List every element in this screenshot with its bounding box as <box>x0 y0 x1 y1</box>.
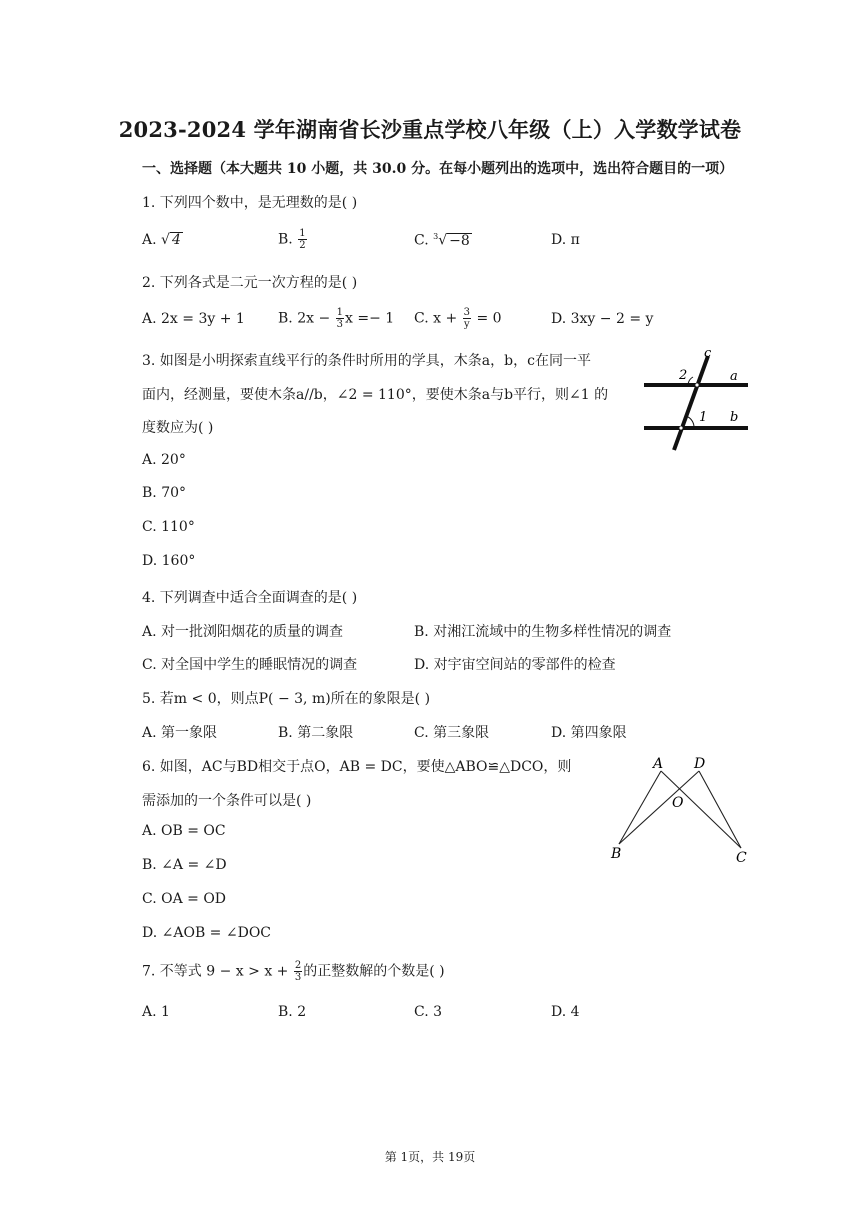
label-C: C <box>736 850 747 866</box>
sqrt-sign: √ <box>438 232 448 249</box>
question-3-line-2: 面内，经测量，要使木条a//b，∠2 = 110°，要使木条a与b平行，则∠1 的 <box>142 387 609 403</box>
question-5-option-b: B. 第二象限 <box>278 725 354 741</box>
question-4-stem: 4. 下列调查中适合全面调查的是( ) <box>142 590 358 606</box>
triangles-figure <box>605 752 755 867</box>
radicand: −8 <box>449 232 470 249</box>
label-angle-2: 2 <box>679 368 688 383</box>
pivot-a <box>695 383 698 386</box>
option-label: C. <box>414 232 434 249</box>
segment-db <box>619 771 699 844</box>
question-5-option-d: D. 第四象限 <box>551 725 627 741</box>
label-angle-1: 1 <box>699 410 708 425</box>
question-7-option-a: A. 1 <box>142 1004 170 1020</box>
question-3-line-3: 度数应为( ) <box>142 420 214 436</box>
question-2-option-b <box>278 307 394 330</box>
stem-end: 的正整数解的个数是( ) <box>303 963 445 980</box>
question-5-option-a: A. 第一象限 <box>142 725 218 741</box>
question-3-option-c: C. 110° <box>142 519 195 535</box>
question-1-option-a <box>142 232 183 248</box>
denominator: 2 <box>299 240 306 251</box>
pivot-b <box>679 426 682 429</box>
question-6-line-2: 需添加的一个条件可以是( ) <box>142 793 312 809</box>
expression-rest: x =− 1 <box>345 310 395 327</box>
question-7-option-b: B. 2 <box>278 1004 307 1020</box>
label-a: a <box>730 369 738 384</box>
label-B: B <box>611 846 622 862</box>
denominator: y <box>464 319 470 330</box>
label-O: O <box>672 795 684 811</box>
question-6-option-d: D. ∠AOB = ∠DOC <box>142 925 272 941</box>
question-6-option-b: B. ∠A = ∠D <box>142 857 227 873</box>
question-3-option-d: D. 160° <box>142 553 196 569</box>
section-heading: 一、选择题（本大题共 10 小题，共 30.0 分。在每小题列出的选项中，选出符合题目的一项） <box>142 161 734 177</box>
option-label: B. 2x − <box>278 310 335 327</box>
option-label: A. <box>142 232 162 248</box>
question-2-option-a: A. 2x = 3y + 1 <box>142 311 245 327</box>
stem-start: 7. 不等式 9 − x > x + <box>142 963 293 980</box>
question-2-stem: 2. 下列各式是二元一次方程的是( ) <box>142 275 358 291</box>
numerator: 3 <box>463 307 471 318</box>
question-2-option-d: D. 3xy − 2 = y <box>551 311 654 327</box>
question-1-option-c <box>414 232 472 249</box>
option-label: C. x + <box>414 310 462 327</box>
numerator: 2 <box>294 960 302 971</box>
fraction <box>294 960 302 983</box>
radicand: 4 <box>171 232 181 248</box>
question-5-option-c: C. 第三象限 <box>414 725 490 741</box>
segment-ab <box>619 771 661 844</box>
denominator: 3 <box>336 319 343 330</box>
label-A: A <box>653 756 664 772</box>
question-1-option-d: D. π <box>551 232 580 248</box>
expression-rest: = 0 <box>472 310 502 327</box>
question-4-option-b: B. 对湘江流域中的生物多样性情况的调查 <box>414 624 672 640</box>
question-2-option-c <box>414 307 502 330</box>
numerator: 1 <box>299 228 306 239</box>
question-5-stem: 5. 若m < 0，则点P( − 3, m)所在的象限是( ) <box>142 691 431 707</box>
fraction <box>336 307 344 330</box>
page-title: 2023-2024 学年湖南省长沙重点学校八年级（上）入学数学试卷 <box>118 117 742 142</box>
label-c: c <box>704 346 712 361</box>
sqrt-sign: √ <box>161 232 170 248</box>
parallel-lines-figure <box>640 346 755 456</box>
fraction <box>463 307 471 330</box>
question-3-option-a: A. 20° <box>142 452 186 468</box>
segment-dc <box>699 771 741 848</box>
label-D: D <box>694 756 706 772</box>
question-3-line-1: 3. 如图是小明探索直线平行的条件时所用的学具，木条a，b，c在同一平 <box>142 353 591 369</box>
question-7-option-d: D. 4 <box>551 1004 580 1020</box>
question-4-option-d: D. 对宇宙空间站的零部件的检查 <box>414 657 616 673</box>
question-6-option-c: C. OA = OD <box>142 891 227 907</box>
question-1-option-b <box>278 228 308 251</box>
option-label: B. <box>278 231 298 248</box>
fraction <box>298 228 306 251</box>
root-index: 3 <box>433 232 439 241</box>
question-7-option-c: C. 3 <box>414 1004 443 1020</box>
question-6-option-a: A. OB = OC <box>142 823 226 839</box>
question-1-stem: 1. 下列四个数中，是无理数的是( ) <box>142 195 358 211</box>
question-3-option-b: B. 70° <box>142 485 187 501</box>
question-4-option-c: C. 对全国中学生的睡眠情况的调查 <box>142 657 358 673</box>
label-b: b <box>730 410 739 425</box>
question-6-line-1: 6. 如图，AC与BD相交于点O，AB = DC，要使△ABO≌△DCO，则 <box>142 759 572 775</box>
numerator: 1 <box>336 307 343 318</box>
question-7-stem <box>142 960 445 983</box>
question-4-option-a: A. 对一批浏阳烟花的质量的调查 <box>142 624 344 640</box>
denominator: 3 <box>294 972 302 983</box>
page-footer: 第 1页，共 19页 <box>384 1150 476 1164</box>
